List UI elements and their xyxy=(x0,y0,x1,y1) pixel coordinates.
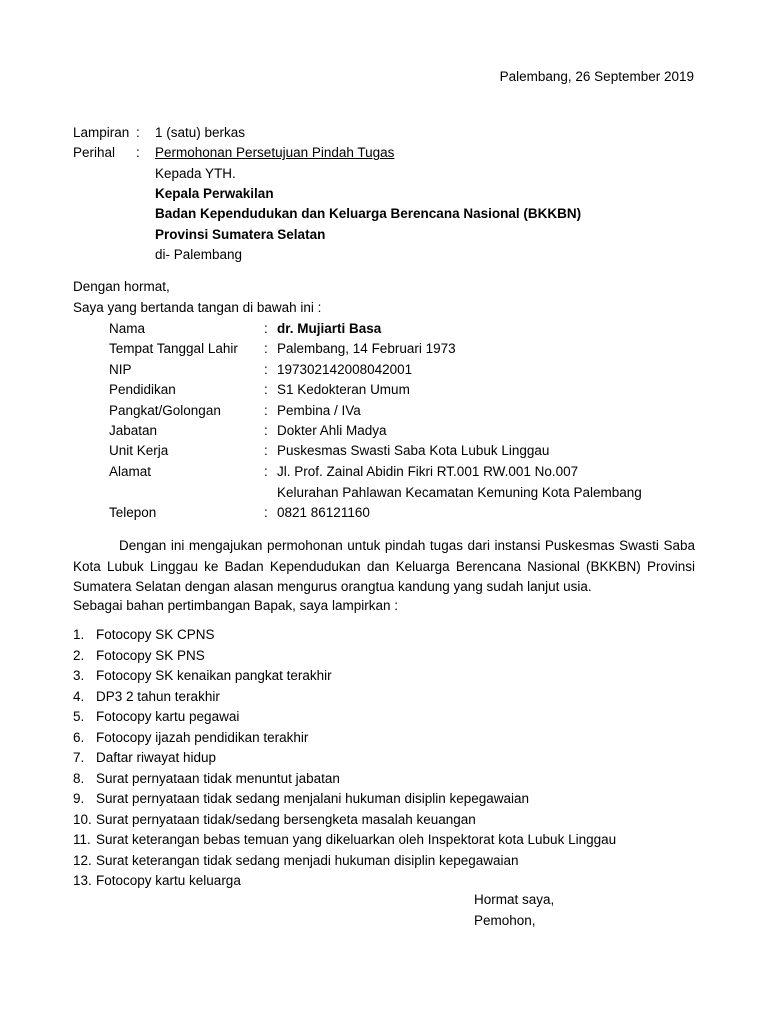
list-item-text: Fotocopy SK CPNS xyxy=(96,627,215,642)
identity-colon: : xyxy=(264,362,268,377)
recipient-line4: di- Palembang xyxy=(155,247,243,262)
identity-value: Palembang, 14 Februari 1973 xyxy=(277,341,456,356)
list-item-text: Surat pernyataan tidak menuntut jabatan xyxy=(96,770,340,786)
list-item-number: 2. xyxy=(73,647,85,663)
list-item-number: 8. xyxy=(73,770,85,786)
list-item xyxy=(73,851,616,872)
identity-value-continued: Kelurahan Pahlawan Kecamatan Kemuning Kota Palembang xyxy=(277,485,642,500)
intro: Saya yang bertanda tangan di bawah ini : xyxy=(73,300,322,315)
lampiran-value: 1 (satu) berkas xyxy=(155,125,246,140)
identity-colon: : xyxy=(264,443,268,458)
list-item xyxy=(73,687,616,708)
recipient-salutation: Kepada YTH. xyxy=(155,166,236,181)
list-item-number: 6. xyxy=(73,729,85,745)
list-item-number: 3. xyxy=(73,668,85,683)
identity-value: Jl. Prof. Zainal Abidin Fikri RT.001 RW.001 No.007 xyxy=(277,464,579,479)
body-paragraph: Dengan ini mengajukan permohonan untuk pindah tugas dari instansi Puskesmas Swasti Saba Kota Lubuk Linggau ke Badan Kependudukan dan Keluarga Berencana Nasional (BKKBN) Provinsi Sumatera Selatan dengan alasan mengurus orangtua kandung yang sudah lanjut usia. xyxy=(73,538,695,594)
recipient-line3: Provinsi Sumatera Selatan xyxy=(155,227,326,242)
list-item xyxy=(73,666,616,687)
identity-label: Nama xyxy=(109,321,146,336)
list-item-text: Surat keterangan tidak sedang menjadi hukuman disiplin kepegawaian xyxy=(96,852,519,868)
identity-label: Unit Kerja xyxy=(109,443,169,458)
perihal-colon: : xyxy=(136,145,140,160)
list-item-number: 9. xyxy=(73,791,85,806)
list-item xyxy=(73,810,616,831)
lampiran-label: Lampiran xyxy=(73,125,130,140)
list-item-text: Surat pernyataan tidak sedang menjalani hukuman disiplin kepegawaian xyxy=(96,791,530,806)
perihal-value: Permohonan Persetujuan Pindah Tugas xyxy=(155,145,395,160)
list-item-number: 10. xyxy=(73,811,92,827)
place-date: Palembang, 26 September 2019 xyxy=(499,69,694,84)
perihal-label: Perihal xyxy=(73,145,116,160)
identity-value: Pembina / IVa xyxy=(277,403,361,418)
list-item xyxy=(73,748,616,769)
list-item-number: 4. xyxy=(73,688,85,704)
identity-label: Telepon xyxy=(109,505,157,520)
list-item xyxy=(73,789,616,810)
list-item xyxy=(73,646,616,667)
list-item xyxy=(73,830,616,851)
identity-label: Alamat xyxy=(109,464,152,479)
identity-colon: : xyxy=(264,464,268,479)
list-item xyxy=(73,871,616,892)
identity-colon: : xyxy=(264,403,268,418)
attachment-intro: Sebagai bahan pertimbangan Bapak, saya lampirkan : xyxy=(73,598,398,613)
signer-role: Pemohon, xyxy=(474,913,536,928)
identity-value-name: dr. Mujiarti Basa xyxy=(277,321,382,336)
identity-value: 197302142008042001 xyxy=(277,362,413,377)
list-item-text: Daftar riwayat hidup xyxy=(96,750,217,765)
list-item-text: DP3 2 tahun terakhir xyxy=(96,688,220,704)
list-item-text: Fotocopy ijazah pendidikan terakhir xyxy=(96,729,309,745)
identity-value: Puskesmas Swasti Saba Kota Lubuk Linggau xyxy=(277,443,550,458)
identity-colon: : xyxy=(264,382,268,397)
list-item-number: 12. xyxy=(73,852,92,868)
identity-label: Tempat Tanggal Lahir xyxy=(109,341,238,356)
identity-label: Pangkat/Golongan xyxy=(109,403,221,418)
identity-value: Dokter Ahli Madya xyxy=(277,423,387,438)
list-item-text: Surat pernyataan tidak/sedang bersengketa masalah keuangan xyxy=(96,811,476,827)
identity-colon: : xyxy=(264,321,268,336)
recipient-line1: Kepala Perwakilan xyxy=(155,186,274,201)
list-item xyxy=(73,728,616,749)
list-item xyxy=(73,625,616,646)
list-item-number: 7. xyxy=(73,750,85,765)
identity-colon: : xyxy=(264,505,268,520)
list-item-text: Surat keterangan bebas temuan yang dikeluarkan oleh Inspektorat kota Lubuk Linggau xyxy=(96,832,617,847)
recipient-line2: Badan Kependudukan dan Keluarga Berencana Nasional (BKKBN) xyxy=(155,206,582,221)
list-item-text: Fotocopy kartu keluarga xyxy=(96,873,241,888)
greeting: Dengan hormat, xyxy=(73,279,170,294)
identity-colon: : xyxy=(264,341,268,356)
list-item-number: 1. xyxy=(73,627,85,642)
list-item-number: 11. xyxy=(73,832,91,847)
identity-colon: : xyxy=(264,423,268,438)
identity-label: Jabatan xyxy=(109,423,158,438)
closing: Hormat saya, xyxy=(474,892,555,907)
attachment-list xyxy=(73,625,616,892)
identity-label: NIP xyxy=(109,362,132,377)
list-item xyxy=(73,769,616,790)
list-item-number: 5. xyxy=(73,709,85,724)
identity-label: Pendidikan xyxy=(109,382,176,397)
list-item-text: Fotocopy SK PNS xyxy=(96,647,205,663)
list-item xyxy=(73,707,616,728)
identity-value: S1 Kedokteran Umum xyxy=(277,382,410,397)
list-item-text: Fotocopy SK kenaikan pangkat terakhir xyxy=(96,668,332,683)
list-item-number: 13. xyxy=(73,873,92,888)
list-item-text: Fotocopy kartu pegawai xyxy=(96,709,240,724)
lampiran-colon: : xyxy=(136,125,140,140)
identity-value: 0821 86121160 xyxy=(277,505,370,520)
